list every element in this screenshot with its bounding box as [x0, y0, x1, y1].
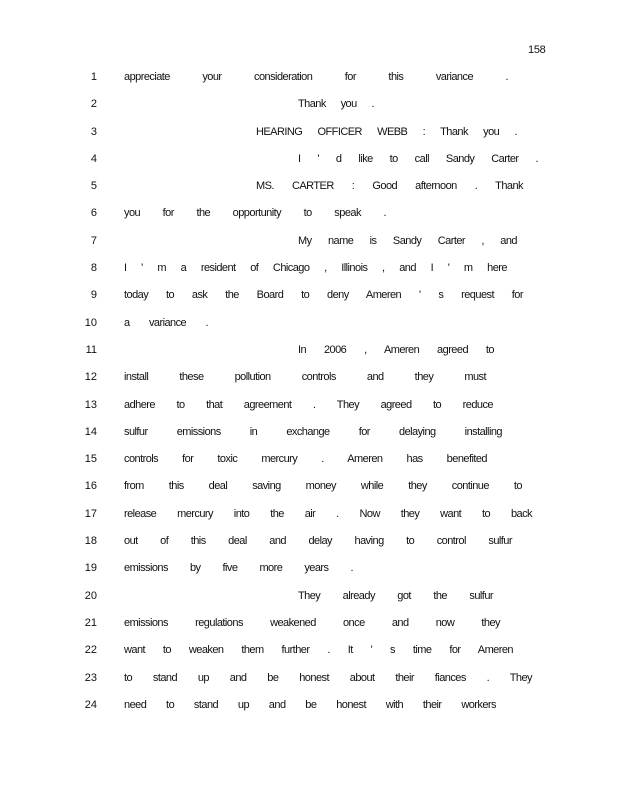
transcript-line — [0, 641, 618, 668]
line-text: They already got the sulfur — [298, 589, 493, 602]
transcript-line — [0, 532, 618, 559]
line-number: 15 — [84, 453, 97, 466]
line-text: sulfur emissions in exchange for delaying installing — [124, 425, 502, 438]
transcript-line — [0, 286, 618, 313]
line-text: you for the opportunity to speak . — [124, 207, 386, 220]
transcript-line — [0, 396, 618, 423]
line-text: release mercury into the air . Now they want to back — [124, 507, 532, 520]
line-number: 24 — [84, 698, 97, 711]
line-number: 17 — [84, 507, 97, 520]
line-text: controls for toxic mercury . Ameren has benefited — [124, 453, 487, 466]
line-number: 10 — [84, 316, 97, 329]
line-text: emissions by five more years . — [124, 562, 353, 575]
transcript-line — [0, 123, 618, 150]
page-number: 158 — [528, 44, 546, 56]
transcript-line — [0, 68, 618, 95]
line-text: Thank you . — [298, 98, 374, 111]
line-number: 5 — [90, 180, 97, 193]
line-number: 18 — [84, 535, 97, 548]
transcript-line — [0, 559, 618, 586]
transcript-line — [0, 259, 618, 286]
line-text: adhere to that agreement . They agreed to reduce — [124, 398, 493, 411]
transcript-line — [0, 477, 618, 504]
line-text: In 2006 , Ameren agreed to — [298, 343, 494, 356]
line-number: 4 — [90, 152, 97, 165]
line-text: from this deal saving money while they continue to — [124, 480, 522, 493]
line-text: install these pollution controls and they must — [124, 371, 486, 384]
transcript-line — [0, 614, 618, 641]
line-number: 7 — [90, 234, 97, 247]
line-number: 1 — [90, 71, 97, 83]
line-number: 3 — [90, 125, 97, 138]
transcript-line — [0, 423, 618, 450]
transcript-body — [0, 68, 618, 723]
line-text: need to stand up and be honest with their workers — [124, 698, 496, 711]
line-text: I ' d like to call Sandy Carter . — [298, 152, 538, 165]
line-number: 2 — [90, 98, 97, 111]
transcript-line — [0, 232, 618, 259]
line-text: appreciate your consideration for this variance . — [124, 71, 508, 83]
transcript-line — [0, 669, 618, 696]
line-number: 8 — [90, 262, 97, 275]
line-text: HEARING OFFICER WEBB : Thank you . — [256, 125, 517, 138]
transcript-line — [0, 314, 618, 341]
line-number: 21 — [84, 616, 97, 629]
transcript-line — [0, 177, 618, 204]
line-text: I ' m a resident of Chicago , Illinois , and I ' m here — [124, 262, 507, 275]
transcript-line — [0, 95, 618, 122]
line-number: 16 — [84, 480, 97, 493]
transcript-line — [0, 505, 618, 532]
transcript-line — [0, 587, 618, 614]
transcript-line — [0, 204, 618, 231]
line-text: emissions regulations weakened once and now they — [124, 616, 500, 629]
line-number: 14 — [84, 425, 97, 438]
line-number: 11 — [85, 343, 97, 356]
line-text: My name is Sandy Carter , and — [298, 234, 517, 247]
transcript-line — [0, 368, 618, 395]
transcript-line — [0, 150, 618, 177]
line-number: 19 — [84, 562, 97, 575]
line-text: out of this deal and delay having to control sulfur — [124, 535, 512, 548]
line-number: 6 — [90, 207, 97, 220]
line-text: want to weaken them further . It ' s time for Ameren — [124, 644, 513, 657]
line-text: today to ask the Board to deny Ameren ' s request for — [124, 289, 523, 302]
line-number: 9 — [90, 289, 97, 302]
transcript-line — [0, 450, 618, 477]
line-text: to stand up and be honest about their fiances . They — [124, 671, 532, 684]
line-number: 13 — [84, 398, 97, 411]
line-number: 20 — [84, 589, 97, 602]
transcript-line — [0, 341, 618, 368]
line-number: 23 — [84, 671, 97, 684]
transcript-line — [0, 696, 618, 723]
line-text: a variance . — [124, 316, 208, 329]
line-number: 12 — [84, 371, 97, 384]
line-number: 22 — [84, 644, 97, 657]
line-text: MS. CARTER : Good afternoon . Thank — [256, 180, 523, 193]
